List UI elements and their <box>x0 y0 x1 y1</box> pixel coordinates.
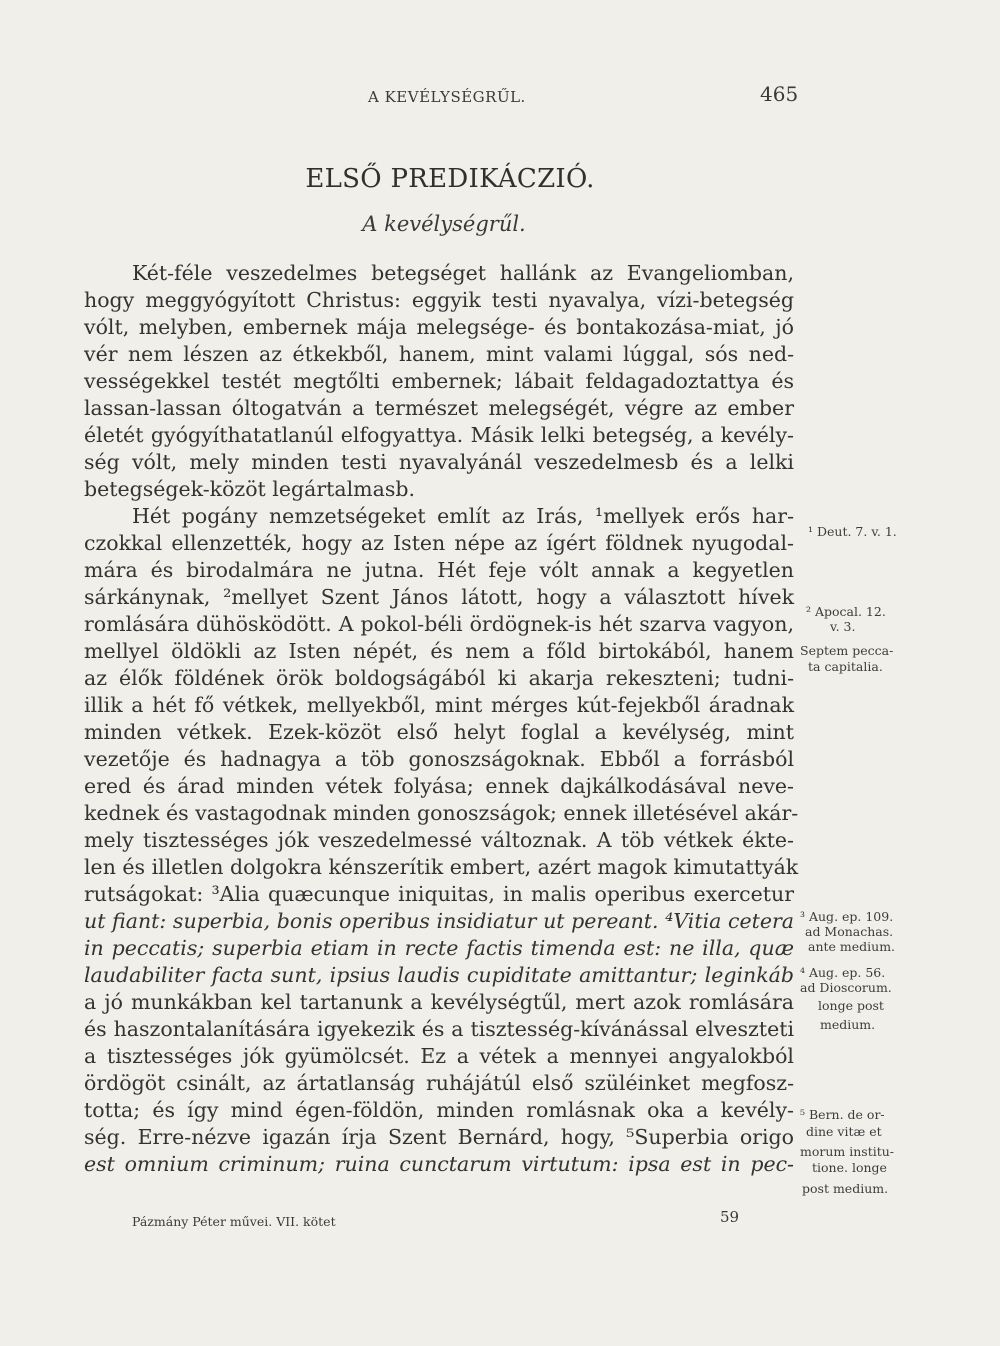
margin-note: morum institu- <box>800 1144 895 1159</box>
sermon-title: ELSŐ PREDIKÁCZIÓ. <box>305 164 595 194</box>
margin-note: Septem pecca- <box>800 643 894 658</box>
body-text <box>84 260 799 1178</box>
margin-note: ad Dioscorum. <box>800 980 892 995</box>
margin-note: dine vitæ et <box>806 1124 882 1139</box>
text-line: ség. Erre-nézve igazán írja Szent Bernárd, hogy, ⁵Superbia origo <box>84 1125 794 1149</box>
margin-note: post medium. <box>802 1181 889 1196</box>
text-line: a jó munkákban kel tartanunk a kevélységtűl, mert azok romlására <box>84 990 794 1014</box>
text-line: mely tisztességes jók veszedelmessé változnak. A töb vétkek ékte- <box>84 828 794 852</box>
text-line: est omnium criminum; ruina cunctarum virtutum: ipsa est in pec- <box>84 1152 794 1176</box>
text-line: vér nem lészen az étkekből, hanem, mint valami lúggal, sós ned- <box>84 342 794 366</box>
text-line: ered és árad minden vétek folyása; ennek dajkálkodásával neve- <box>84 774 794 798</box>
text-line: betegségek-közöt legártalmasb. <box>84 477 415 501</box>
margin-note: ⁴ Aug. ep. 56. <box>800 965 886 980</box>
publication-footer: Pázmány Péter művei. VII. kötet <box>132 1214 336 1229</box>
text-line: életét gyógyíthatatlanúl elfogyattya. Másik lelki betegség, a kevély- <box>84 423 794 447</box>
margin-note: ⁵ Bern. de or- <box>800 1107 885 1122</box>
text-line: vességekkel testét megtőlti embernek; lábait feldagadoztattya és <box>84 369 794 393</box>
text-line: ördögöt csinált, az ártatlanság ruhájátúl első szüléinket megfosz- <box>84 1071 794 1095</box>
text-line: illik a hét fő vétkek, mellyekből, mint mérges kút-fejekből áradnak <box>84 693 794 717</box>
text-line: sárkánynak, ²mellyet Szent János látott, hogy a választott hívek <box>84 585 794 609</box>
text-line: vezetője és hadnagya a töb gonoszságoknak. Ebből a forrásból <box>84 747 794 771</box>
margin-note: ad Monachas. <box>805 924 894 939</box>
margin-note: longe post <box>818 998 884 1013</box>
margin-note: ² Apocal. 12. <box>806 604 886 619</box>
margin-note: ³ Aug. ep. 109. <box>800 909 894 924</box>
text-line: az élők földének örök boldogságából ki akarja rekeszteni; tudni- <box>84 666 794 690</box>
text-line: minden vétkek. Ezek-közöt első helyt foglal a kevélység, mint <box>84 720 794 744</box>
margin-note: tione. longe <box>812 1160 887 1175</box>
text-line: hogy meggyógyított Christus: eggyik testi nyavalya, vízi-betegség <box>84 288 794 312</box>
running-head: A KEVÉLYSÉGRŰL. <box>368 88 526 106</box>
sermon-subtitle: A kevélységrűl. <box>362 212 526 236</box>
text-line: romlására dühösködött. A pokol-béli ördögnek-is hét szarva vagyon, <box>84 612 794 636</box>
text-line: mellyel öldökli az Isten népét, és nem a főld birtokából, hanem <box>84 639 794 663</box>
text-line: és haszontalanítására igyekezik és a tisztesség-kívánással elveszteti <box>84 1017 794 1041</box>
text-line: czokkal ellenzették, hogy az Isten népe az ígért földnek nyugodal- <box>84 531 794 555</box>
text-line: lassan-lassan óltogatván a természet melegségét, végre az ember <box>84 396 794 420</box>
margin-note: ante medium. <box>808 939 896 954</box>
text-line: ut fiant: superbia, bonis operibus insidiatur ut pereant. ⁴Vitia cetera <box>84 909 794 933</box>
text-line: totta; és így mind égen-földön, minden romlásnak oka a kevély- <box>84 1098 794 1122</box>
text-line: Hét pogány nemzetségeket említ az Irás, ¹mellyek erős har- <box>132 504 794 528</box>
text-line: ség vólt, mely minden testi nyavalyánál veszedelmesb és a lelki <box>84 450 794 474</box>
margin-note: ¹ Deut. 7. v. 1. <box>808 524 897 539</box>
margin-note: medium. <box>820 1017 876 1032</box>
margin-note: v. 3. <box>830 619 856 634</box>
text-line: mára és birodalmára ne jutna. Hét feje vólt annak a kegyetlen <box>84 558 794 582</box>
text-line: in peccatis; superbia etiam in recte factis timenda est: ne illa, quæ <box>84 936 794 960</box>
margin-note: ta capitalia. <box>808 659 883 674</box>
text-line: rutságokat: ³Alia quæcunque iniquitas, in malis operibus exercetur <box>84 882 794 906</box>
text-line: kednek és vastagodnak minden gonoszságok; ennek illetésével akár- <box>84 801 799 825</box>
text-line: a tisztességes jók gyümölcsét. Ez a vétek a mennyei angyalokból <box>84 1044 794 1068</box>
signature-mark: 59 <box>720 1208 740 1226</box>
text-line: laudabiliter facta sunt, ipsius laudis cupiditate amittantur; leginkáb <box>84 963 794 987</box>
text-line: len és illetlen dolgokra kénszerítik embert, azért magok kimutattyák <box>84 855 799 879</box>
text-line: Két-féle veszedelmes betegséget hallánk az Evangeliomban, <box>132 261 794 285</box>
text-line: vólt, melyben, embernek mája melegsége- és bontakozása-miat, jó <box>84 315 794 339</box>
page-number: 465 <box>760 82 799 106</box>
